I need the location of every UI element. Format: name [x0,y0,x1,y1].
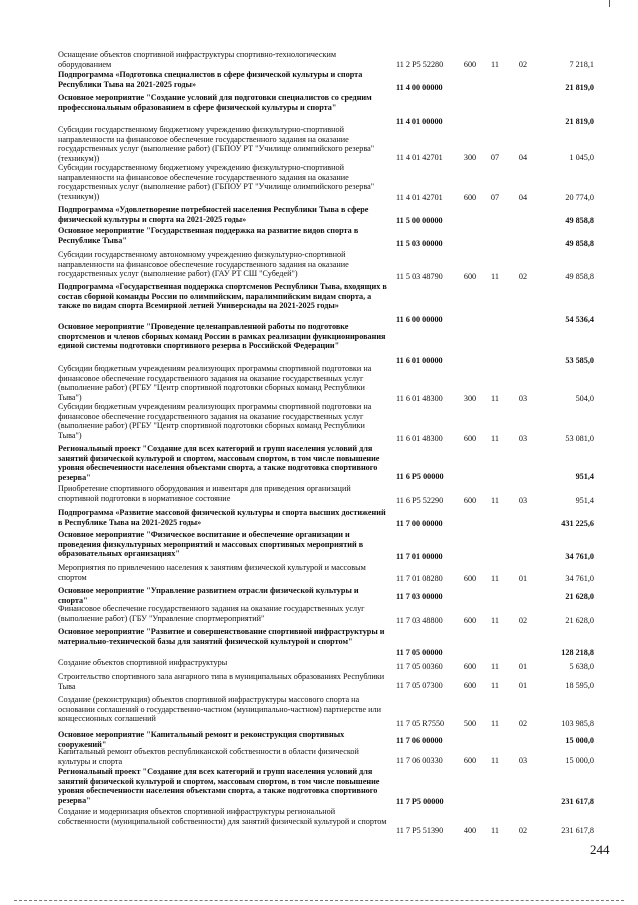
row-section: 11 [491,719,499,728]
row-amount: 951,4 [575,472,594,481]
row-amount: 128 218,8 [561,648,594,657]
row-amount: 34 761,0 [565,552,594,561]
row-code: 11 7 06 00000 [396,736,443,745]
row-code: 11 4 01 00000 [396,117,443,126]
row-section: 11 [491,60,499,69]
row-code: 11 5 03 00000 [396,239,443,248]
row-code: 11 6 P5 52290 [396,496,444,505]
row-subsection: 02 [518,272,528,281]
row-section: 11 [491,574,499,583]
row-code: 11 7 P5 51390 [396,826,444,835]
row-code: 11 4 01 42701 [396,193,443,202]
row-amount: 21 819,0 [565,83,594,92]
row-subsection: 03 [518,756,528,765]
row-section: 11 [491,681,499,690]
row-amount: 951,4 [575,496,594,505]
row-expense-type: 600 [463,496,477,505]
row-code: 11 5 00 00000 [396,216,443,225]
row-code: 11 5 03 48790 [396,272,443,281]
row-section: 11 [491,394,499,403]
row-section: 11 [491,662,499,671]
row-amount: 5 638,0 [569,662,594,671]
row-amount: 53 585,0 [565,356,594,365]
row-amount: 49 858,8 [565,216,594,225]
row-expense-type: 600 [463,662,477,671]
row-amount: 21 628,0 [565,616,594,625]
row-section: 11 [491,496,499,505]
row-amount: 15 000,0 [565,756,594,765]
row-code: 11 2 P5 52280 [396,60,444,69]
row-subsection: 02 [518,616,528,625]
row-code: 11 7 01 08280 [396,574,443,583]
row-amount: 20 774,0 [565,193,594,202]
row-code: 11 7 01 00000 [396,552,443,561]
row-expense-type: 600 [463,272,477,281]
row-expense-type: 600 [463,616,477,625]
row-code: 11 7 05 00360 [396,662,443,671]
row-section: 11 [491,826,499,835]
row-name: Основное мероприятие "Управление развитием отрасли физической культуры и спорта" [58,586,359,605]
row-expense-type: 600 [463,60,477,69]
row-amount: 15 000,0 [565,736,594,745]
row-name: Основное мероприятие "Создание условий для подготовки специалистов со средним профессиональным образованием в сфере физической культуры и спорта" [58,93,372,112]
row-name: Подпрограмма «Подготовка специалистов в сфере физической культуры и спорта Республики Тыва на 2021-2025 годы» [58,70,363,89]
row-section: 11 [491,434,499,443]
row-expense-type: 600 [463,756,477,765]
row-name: Региональный проект "Создание для всех категорий и групп населения условий для занятий физической культурой и спортом, массовым спортом, в том числе повышение уровня обеспеченности населения объектами спорта, а также подготовка спортивного резерва" [58,444,380,482]
row-subsection: 04 [518,193,528,202]
row-amount: 21 819,0 [565,117,594,126]
row-section: 11 [491,756,499,765]
edge-mark [609,0,610,7]
row-subsection: 03 [518,394,528,403]
row-name: Приобретение спортивного оборудования и инвентаря для приведения организаций спортивной подготовки в нормативное состояние [58,484,351,503]
row-code: 11 4 00 00000 [396,83,443,92]
row-amount: 1 045,0 [569,153,594,162]
row-amount: 231 617,8 [561,797,594,806]
row-code: 11 7 05 00000 [396,648,443,657]
row-amount: 231 617,8 [561,826,594,835]
row-amount: 21 628,0 [565,592,594,601]
row-amount: 54 536,4 [565,315,594,324]
row-code: 11 7 P5 00000 [396,797,444,806]
row-expense-type: 600 [463,434,477,443]
row-subsection: 01 [518,681,528,690]
row-name: Создание объектов спортивной инфраструктуры [58,658,228,667]
row-name: Основное мероприятие "Развитие и совершенствование спортивной инфраструктуры и материально-технической базы для занятий физической культурой и спортом" [58,627,385,646]
row-code: 11 7 03 48800 [396,616,443,625]
row-expense-type: 300 [463,153,477,162]
row-name: Региональный проект "Создание для всех категорий и групп населения условий для занятий физической культурой и спортом, массовым спортом, в том числе повышение уровня обеспеченности населения объектами спорта, а также подготовка спортивного резерва" [58,767,380,805]
row-name: Оснащение объектов спортивной инфраструктуры спортивно-технологическим оборудованием [58,50,337,69]
row-section: 07 [490,193,500,202]
row-name: Мероприятия по привлечению населения к занятиям физической культурой и массовым спортом [58,563,366,582]
row-name: Субсидии государственному автономному учреждению физкультурно-спортивной направленности на финансовое обеспечение государственного задания на оказание государственных услуг (выполнение работ) (ГАУ РТ СШ "Субедей") [58,250,349,279]
row-code: 11 6 00 00000 [396,315,443,324]
row-name: Создание и модернизация объектов спортивной инфраструктуры региональной собственности (муниципальной собственности) для занятий физической культурой и спортом [58,807,387,826]
row-code: 11 6 01 00000 [396,356,443,365]
row-subsection: 02 [518,719,528,728]
row-amount: 504,0 [575,394,594,403]
row-name: Строительство спортивного зала ангарного типа в муниципальных образованиях Республики Тыва [58,672,385,691]
row-amount: 7 218,1 [569,60,594,69]
row-name: Субсидии государственному бюджетному учреждению физкультурно-спортивной направленности на финансовое обеспечение государственного задания на оказание государственных услуг (выполнение работ) (ГБПОУ РТ "Училище олимпийского резерва" (техникум)) [58,125,375,163]
row-code: 11 6 01 48300 [396,394,443,403]
row-name: Субсидии бюджетным учреждениям реализующих программы спортивной подготовки на финансовое обеспечение государственного задания на оказание государственных услуг (выполнение работ) (РГБУ "Центр спортивной подготовки сборных команд Республики Тыва") [58,364,372,402]
row-expense-type: 600 [463,681,477,690]
row-name: Основное мероприятие "Физическое воспитание и обеспечение организации и проведения физкультурных мероприятий и массовых спортивных мероприятий в образовательных организациях" [58,530,364,559]
row-subsection: 01 [518,662,528,671]
row-code: 11 4 01 42701 [396,153,443,162]
row-section: 07 [490,153,500,162]
row-expense-type: 600 [463,193,477,202]
row-code: 11 7 00 00000 [396,519,443,528]
bottom-divider [14,900,624,901]
row-expense-type: 300 [463,394,477,403]
row-amount: 49 858,8 [565,239,594,248]
row-name: Капитальный ремонт объектов республиканской собственности в области физической культуры и спорта [58,747,359,766]
row-subsection: 04 [518,153,528,162]
row-name: Основное мероприятие "Государственная поддержка на развитие видов спорта в Республике Тыва" [58,226,359,245]
row-name: Основное мероприятие "Капитальный ремонт и реконструкция спортивных сооружений" [58,730,345,749]
row-code: 11 6 01 48300 [396,434,443,443]
page-number: 244 [590,842,610,857]
row-amount: 18 595,0 [565,681,594,690]
row-name: Субсидии бюджетным учреждениям реализующих программы спортивной подготовки на финансовое обеспечение государственного задания на оказание государственных услуг (выполнение работ) (РГБУ "Центр спортивной подготовки сборных команд Республики Тыва") [58,402,372,440]
row-amount: 53 081,0 [565,434,594,443]
row-name: Подпрограмма «Государственная поддержка спортсменов Республики Тыва, входящих в состав сборной команды России по олимпийским, паралимпийским видам спорта, а также по видам спорта Всемирной летней Универсиады на 2021-2025 годы» [58,282,387,311]
row-expense-type: 500 [463,719,477,728]
row-name: Подпрограмма «Удовлетворение потребностей населения Республики Тыва в сфере физической культуры и спорта на 2021-2025 годы» [58,205,369,224]
row-name: Создание (реконструкция) объектов спортивной инфраструктуры массового спорта на основании соглашений о государственно-частном (муниципально-частном) партнерстве или концессионных соглашений [58,695,381,724]
row-subsection: 03 [518,434,528,443]
row-code: 11 7 05 07300 [396,681,443,690]
row-name: Финансовое обеспечение государственного задания на оказание государственных услуг (выполнение работ) (ГБУ "Управление спортмероприятий" [58,604,365,623]
row-amount: 49 858,8 [565,272,594,281]
row-section: 11 [491,272,499,281]
row-subsection: 01 [518,574,528,583]
row-code: 11 7 06 00330 [396,756,443,765]
row-expense-type: 400 [463,826,477,835]
row-name: Субсидии государственному бюджетному учреждению физкультурно-спортивной направленности на финансовое обеспечение государственного задания на оказание государственных услуг (выполнение работ) (ГБПОУ РТ "Училище олимпийского резерва" (техникум)) [58,163,375,201]
row-subsection: 02 [518,60,528,69]
row-name: Подпрограмма «Развитие массовой физической культуры и спорта высших достижений в Республике Тыва на 2021-2025 годы» [58,508,386,527]
row-code: 11 7 05 R7550 [396,719,445,728]
row-amount: 34 761,0 [565,574,594,583]
row-name: Основное мероприятие "Проведение целенаправленной работы по подготовке спортсменов и членов сборных команд России в рамках реализации функционирования единой системы подготовки спортивного резерва в Российской Федерации" [58,322,386,351]
row-amount: 431 225,6 [561,519,594,528]
row-code: 11 6 P5 00000 [396,472,444,481]
row-section: 11 [491,616,499,625]
row-amount: 103 985,8 [561,719,594,728]
row-subsection: 03 [518,496,528,505]
row-code: 11 7 03 00000 [396,592,443,601]
row-subsection: 02 [518,826,528,835]
row-expense-type: 600 [463,574,477,583]
